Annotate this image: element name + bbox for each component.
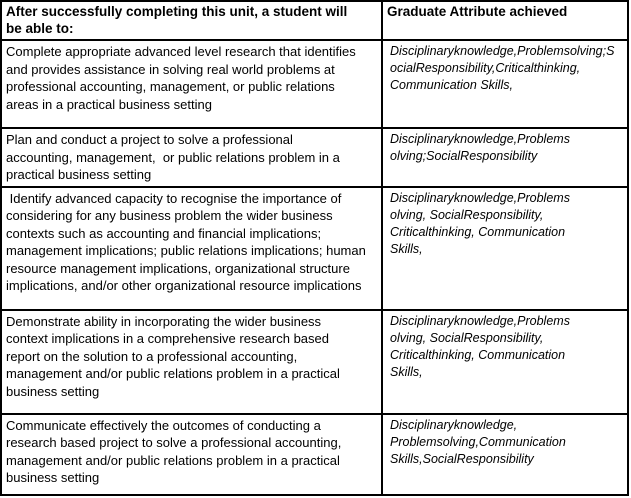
attribute-cell: Disciplinaryknowledge,Problemsolving;S ocialResponsibility,Criticalthinking, Communication Skills,: [382, 40, 628, 128]
table-row: [1, 128, 628, 187]
table-row: [1, 414, 628, 495]
header-cell-outcomes: After successfully completing this unit, a student will be able to:: [1, 1, 382, 40]
outcome-cell: Identify advanced capacity to recognise the importance of considering for any business problem the wider business contexts such as accounting and financial implications; management implications; public relations implications; human resource management implications, organizational structure implications, and/or other organizational resource implications: [1, 187, 382, 310]
outcome-cell: Complete appropriate advanced level research that identifies and provides assistance in solving real world problems at professional accounting, management, or public relations areas in a practical business setting: [1, 40, 382, 128]
table-row: [1, 310, 628, 414]
table-header-row: [1, 1, 628, 40]
outcome-cell: Communicate effectively the outcomes of conducting a research based project to solve a professional accounting, management and/or public relations problem in a practical business setting: [1, 414, 382, 495]
outcome-cell: Plan and conduct a project to solve a professional accounting, management, or public relations problem in a practical business setting: [1, 128, 382, 187]
header-cell-graduate-attributes: Graduate Attribute achieved: [382, 1, 628, 40]
attribute-cell: Disciplinaryknowledge, Problemsolving,Communication Skills,SocialResponsibility: [382, 414, 628, 495]
attribute-cell: Disciplinaryknowledge,Problems olving, SocialResponsibility, Criticalthinking, Communication Skills,: [382, 187, 628, 310]
attribute-cell: Disciplinaryknowledge,Problems olving;SocialResponsibility: [382, 128, 628, 187]
table-row: [1, 40, 628, 128]
outcome-cell: Demonstrate ability in incorporating the wider business context implications in a comprehensive research based report on the solution to a professional accounting, management and/or public relations problem in a practical business setting: [1, 310, 382, 414]
table-row: [1, 187, 628, 310]
attribute-cell: Disciplinaryknowledge,Problems olving, SocialResponsibility, Criticalthinking, Communication Skills,: [382, 310, 628, 414]
